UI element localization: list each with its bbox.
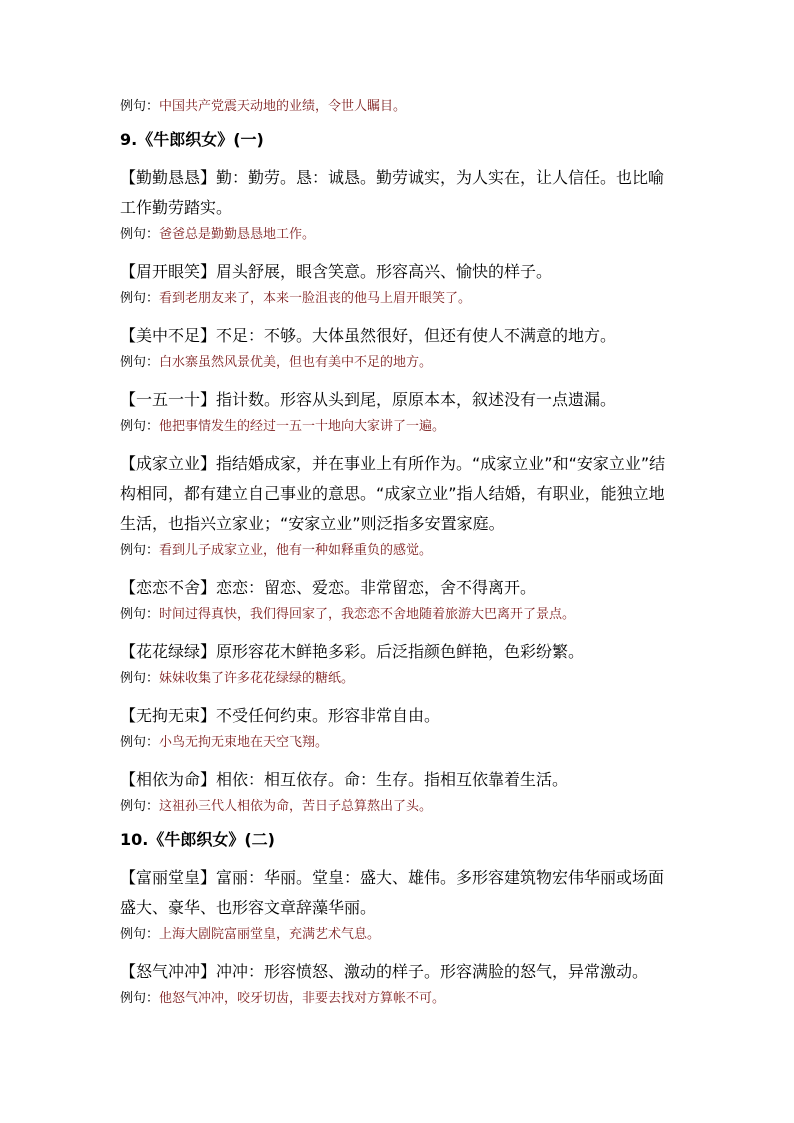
example-label: 例句： — [120, 419, 160, 434]
document-body — [120, 98, 680, 1021]
idiom-definition: 勤：勤劳。恳：诚恳。勤劳诚实，为人实在，让人信任。也比喻工作勤劳踏实。 — [120, 168, 665, 217]
example-sentence — [120, 606, 680, 624]
example-text: 白水寨虽然风景优美，但也有美中不足的地方。 — [159, 355, 433, 370]
section-heading-9: 9.《牛郎织女》(一) — [120, 130, 264, 149]
idiom-definition: 恋恋：留恋、爱恋。非常留恋，舍不得离开。 — [216, 578, 537, 597]
example-text: 看到儿子成家立业，他有一种如释重负的感觉。 — [159, 543, 433, 558]
example-sentence — [120, 290, 680, 308]
idiom-entry — [120, 637, 680, 667]
example-label: 例句： — [120, 607, 160, 622]
idiom-term: 【怒气冲冲】 — [120, 962, 217, 981]
example-sentence — [120, 354, 680, 372]
idiom-entry — [120, 957, 680, 987]
example-label: 例句： — [120, 99, 160, 114]
example-sentence — [120, 98, 680, 116]
idiom-entry — [120, 163, 680, 223]
example-text: 时间过得真快，我们得回家了，我恋恋不舍地随着旅游大巴离开了景点。 — [159, 607, 576, 622]
section-heading-10: 10.《牛郎织女》(二) — [120, 830, 275, 849]
idiom-definition: 相依：相互依存。命：生存。指相互依靠着生活。 — [216, 770, 569, 789]
example-sentence — [120, 926, 680, 944]
example-text: 妹妹收集了许多花花绿绿的糖纸。 — [159, 671, 355, 686]
example-sentence — [120, 990, 680, 1008]
idiom-definition: 指结婚成家，并在事业上有所作为。“成家立业”和“安家立业”结构相同，都有建立自己事业的意思。“成家立业”指人结婚，有职业，能独立地生活，也指兴立家业；“安家立业”则泛指多安置家庭。 — [120, 454, 666, 533]
example-sentence — [120, 798, 680, 816]
idiom-term: 【花花绿绿】 — [120, 642, 217, 661]
idiom-entry — [120, 701, 680, 731]
example-text: 他把事情发生的经过一五一十地向大家讲了一遍。 — [159, 419, 446, 434]
idiom-term: 【恋恋不舍】 — [120, 578, 217, 597]
idiom-definition: 冲冲：形容愤怒、激动的样子。形容满脸的怒气，异常激动。 — [216, 962, 649, 981]
example-label: 例句： — [120, 291, 160, 306]
idiom-entry — [120, 449, 680, 539]
example-text: 这祖孙三代人相依为命，苦日子总算熬出了头。 — [159, 799, 433, 814]
example-label: 例句： — [120, 543, 160, 558]
example-label: 例句： — [120, 227, 160, 242]
idiom-term: 【眉开眼笑】 — [120, 262, 217, 281]
example-sentence — [120, 670, 680, 688]
example-sentence — [120, 542, 680, 560]
idiom-definition: 指计数。形容从头到尾，原原本本，叙述没有一点遗漏。 — [216, 390, 617, 409]
example-text: 中国共产党震天动地的业绩，令世人瞩目。 — [159, 99, 407, 114]
example-label: 例句： — [120, 671, 160, 686]
example-label: 例句： — [120, 991, 160, 1006]
example-sentence — [120, 226, 680, 244]
example-label: 例句： — [120, 355, 160, 370]
example-text: 看到老朋友来了，本来一脸沮丧的他马上眉开眼笑了。 — [159, 291, 472, 306]
example-label: 例句： — [120, 927, 160, 942]
idiom-term: 【勤勤恳恳】 — [120, 168, 217, 187]
idiom-entry — [120, 321, 680, 351]
idiom-term: 【富丽堂皇】 — [120, 868, 217, 887]
idiom-entry — [120, 385, 680, 415]
idiom-definition: 眉头舒展，眼含笑意。形容高兴、愉快的样子。 — [216, 262, 553, 281]
example-sentence — [120, 418, 680, 436]
example-label: 例句： — [120, 799, 160, 814]
example-text: 上海大剧院富丽堂皇，充满艺术气息。 — [159, 927, 381, 942]
idiom-entry — [120, 573, 680, 603]
example-label: 例句： — [120, 735, 160, 750]
idiom-term: 【无拘无束】 — [120, 706, 217, 725]
idiom-term: 【美中不足】 — [120, 326, 217, 345]
example-text: 他怒气冲冲，咬牙切齿，非要去找对方算帐不可。 — [159, 991, 446, 1006]
example-text: 爸爸总是勤勤恳恳地工作。 — [159, 227, 316, 242]
example-sentence — [120, 734, 680, 752]
idiom-term: 【一五一十】 — [120, 390, 217, 409]
idiom-definition: 不受任何约束。形容非常自由。 — [216, 706, 441, 725]
idiom-definition: 不足：不够。大体虽然很好，但还有使人不满意的地方。 — [216, 326, 617, 345]
idiom-term: 【相依为命】 — [120, 770, 217, 789]
idiom-entry — [120, 765, 680, 795]
example-text: 小鸟无拘无束地在天空飞翔。 — [159, 735, 329, 750]
idiom-entry — [120, 863, 680, 923]
idiom-definition: 原形容花木鲜艳多彩。后泛指颜色鲜艳，色彩纷繁。 — [216, 642, 585, 661]
idiom-definition: 富丽：华丽。堂皇：盛大、雄伟。多形容建筑物宏伟华丽或场面盛大、豪华、也形容文章辞藻华丽。 — [120, 868, 665, 917]
idiom-term: 【成家立业】 — [120, 454, 217, 473]
idiom-entry — [120, 257, 680, 287]
